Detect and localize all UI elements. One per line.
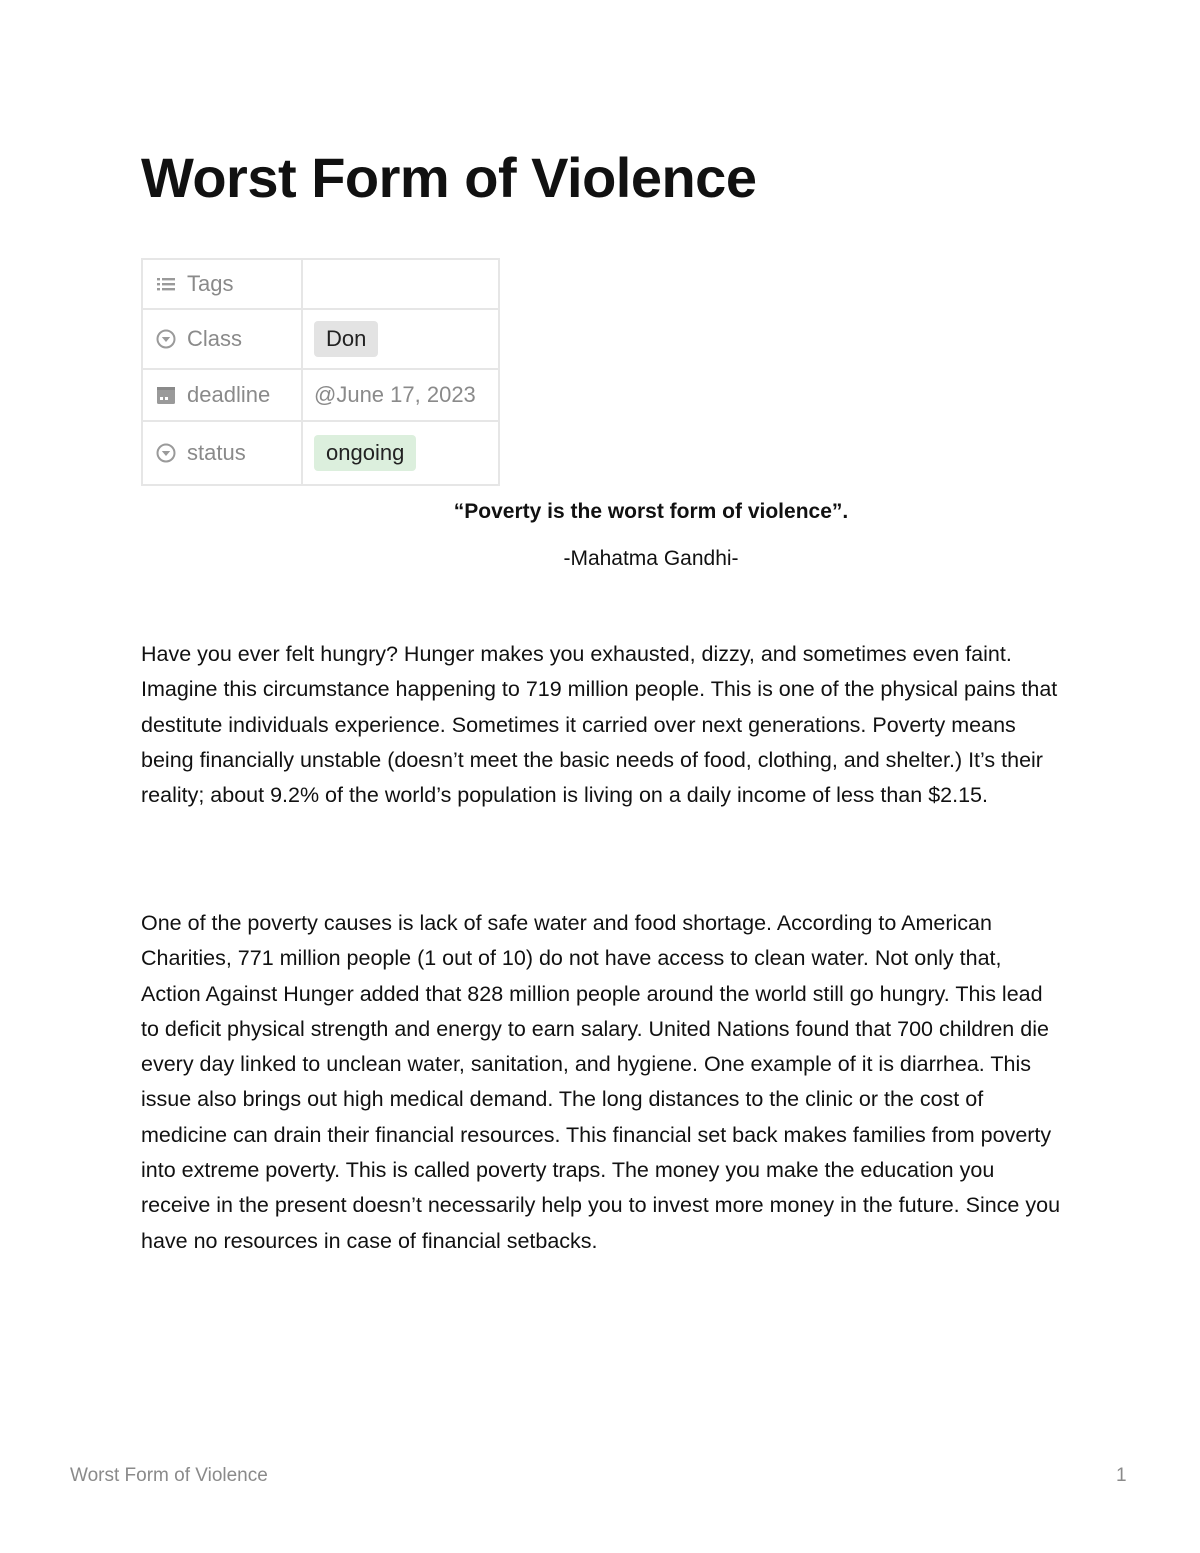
property-key-deadline bbox=[142, 369, 302, 421]
property-row-class bbox=[142, 309, 499, 369]
calendar-icon bbox=[155, 384, 177, 406]
body-paragraph: One of the poverty causes is lack of safe water and food shortage. According to American Charities, 771 million people (1 out of 10) do not have access to clean water. Not only that, Action Against Hunger added that 828 million people around the world still go hungry. This lead to deficit physical strength and energy to earn salary. United Nations found that 700 children die every day linked to unclean water, sanitation, and hygiene. One example of it is diarrhea. This issue also brings out high medical demand. The long distances to the clinic or the cost of medicine can drain their financial resources. This financial set back makes families from poverty into extreme poverty. This is called poverty traps. The money you make the education you receive in the present doesn’t necessarily help you to invest more money in the future. Since you have no resources in case of financial setbacks. bbox=[141, 911, 1061, 1253]
property-value-status[interactable] bbox=[302, 421, 499, 485]
quote-text: “Poverty is the worst form of violence”. bbox=[453, 500, 849, 523]
properties-table bbox=[141, 258, 500, 486]
property-key-class bbox=[142, 309, 302, 369]
page-number: 1 bbox=[1116, 1465, 1127, 1486]
property-value-deadline[interactable] bbox=[302, 369, 499, 421]
property-label-tags: Tags bbox=[187, 271, 234, 296]
property-label-class: Class bbox=[187, 326, 243, 351]
quote-author: -Mahatma Gandhi- bbox=[563, 547, 739, 570]
property-label-status: status bbox=[187, 440, 246, 465]
class-tag[interactable]: Don bbox=[314, 321, 378, 357]
body-paragraph: Have you ever felt hungry? Hunger makes you exhausted, dizzy, and sometimes even faint. Imagine this circumstance happening to 719 million people. This is one of the physical pains that destitute individuals experience. Sometimes it carried over next generations. Poverty means being financially unstable (doesn’t meet the basic needs of food, clothing, and shelter.) It’s their reality; about 9.2% of the world’s population is living on a daily income of less than $2.15. bbox=[141, 642, 1058, 808]
property-key-tags bbox=[142, 259, 302, 309]
select-icon bbox=[155, 442, 177, 464]
status-badge[interactable]: ongoing bbox=[314, 435, 416, 471]
page-title: Worst Form of Violence bbox=[141, 146, 757, 209]
property-row-tags bbox=[142, 259, 499, 309]
property-label-deadline: deadline bbox=[187, 382, 271, 407]
property-value-class[interactable] bbox=[302, 309, 499, 369]
deadline-date[interactable]: @June 17, 2023 bbox=[314, 382, 476, 407]
footer-title: Worst Form of Violence bbox=[70, 1465, 268, 1486]
property-row-status bbox=[142, 421, 499, 485]
select-icon bbox=[155, 328, 177, 350]
property-row-deadline bbox=[142, 369, 499, 421]
property-value-tags[interactable] bbox=[302, 259, 499, 309]
list-icon bbox=[155, 273, 177, 295]
property-key-status bbox=[142, 421, 302, 485]
